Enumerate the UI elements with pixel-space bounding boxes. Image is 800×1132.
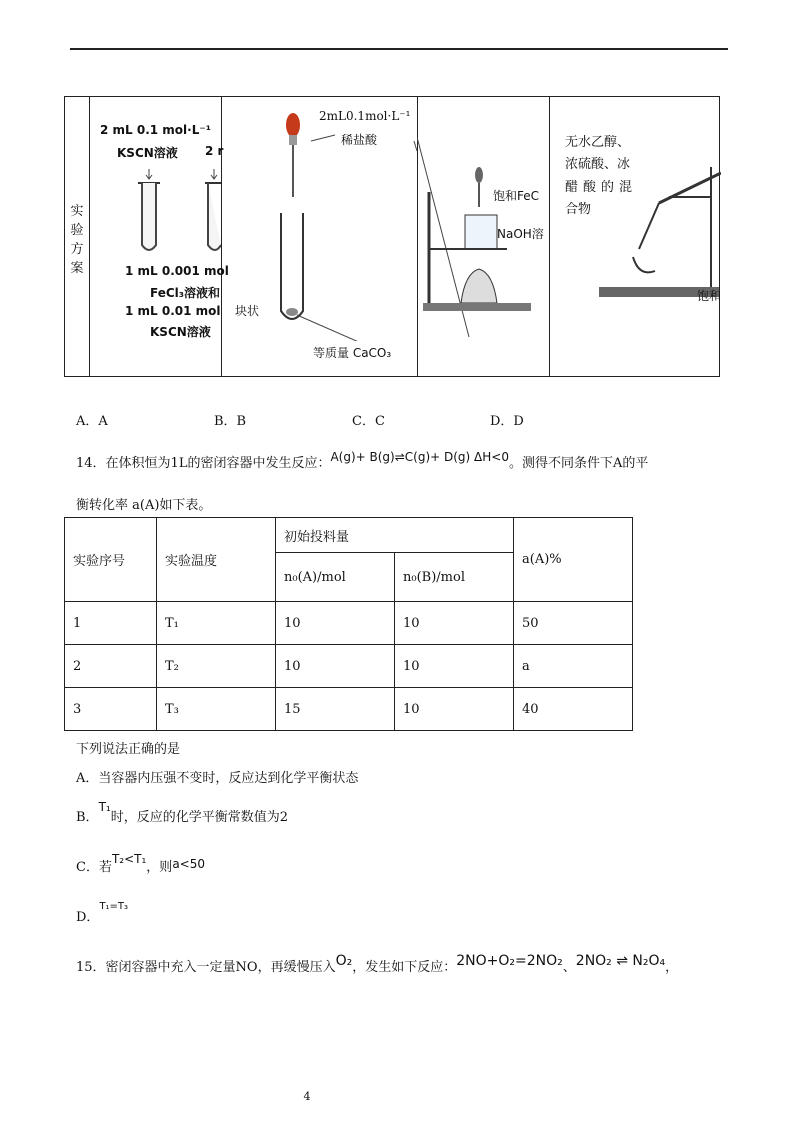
- panel-a-bottom-1: 1 mL 0.001 mol: [125, 264, 229, 278]
- q15-stem: 15．密闭容器中充入一定量NO，再缓慢压入O₂，发生如下反应：2NO+O₂=2NO₂、2NO₂ ⇌ N₂O₄，: [76, 953, 679, 975]
- esterification-apparatus-icon: [599, 157, 721, 302]
- q14-option-c[interactable]: C．若T₂<T₁，则a<50: [76, 852, 205, 875]
- q14-option-a[interactable]: A．当容器内压强不变时，反应达到化学平衡状态: [76, 771, 359, 786]
- choice-d[interactable]: D．D: [490, 414, 524, 429]
- panel-d-side: 饱和: [697, 289, 722, 303]
- panel-b-solid: 块状: [235, 304, 260, 318]
- table-row: 1 T₁ 10 10 50: [65, 602, 633, 645]
- q14-data-table: [64, 517, 633, 731]
- choice-a[interactable]: A．A: [76, 414, 108, 429]
- panel-c-side: NaOH溶: [497, 227, 544, 241]
- table-row: 3 T₃ 15 10 40: [65, 688, 633, 731]
- page-number: 4: [303, 1090, 311, 1103]
- panel-d-text-4: 合物: [565, 202, 592, 217]
- panel-b-acid-2: 稀盐酸: [341, 133, 378, 147]
- header-index: 实验序号: [65, 518, 157, 602]
- panel-b-acid-1: 2mL0.1mol·L⁻¹: [319, 109, 411, 123]
- panel-c-top: 饱和FeC: [493, 189, 540, 203]
- dropper-and-tube-icon: [271, 111, 417, 341]
- panel-a-reagent-2: KSCN溶液: [117, 146, 178, 160]
- choice-c[interactable]: C．C: [352, 414, 385, 429]
- table-row: 2 T₂ 10 10 a: [65, 645, 633, 688]
- header-conv: a(A)%: [514, 518, 633, 602]
- experiment-table: [64, 96, 720, 377]
- header-nB: n₀(B)/mol: [395, 553, 514, 602]
- header-feed: 初始投料量: [276, 518, 514, 553]
- header-temp: 实验温度: [157, 518, 276, 602]
- header-rule: [70, 48, 728, 50]
- row-label: 实验方案: [65, 97, 90, 376]
- panel-c: [417, 97, 550, 376]
- q14-stem: 14．在体积恒为1L的密闭容器中发生反应：A(g)+ B(g)⇌C(g)+ D(g) ΔH<0。测得不同条件下A的平: [76, 450, 649, 471]
- panel-d-text-1: 无水乙醇、: [565, 135, 631, 150]
- q14-prompt: 下列说法正确的是: [76, 742, 181, 757]
- choice-b[interactable]: B．B: [214, 414, 247, 429]
- panel-d-text-3: 醋酸的混: [565, 180, 638, 195]
- panel-b: [221, 97, 418, 376]
- q14-stem-line2: 衡转化率 a(A)如下表。: [76, 498, 212, 513]
- panel-d-text-2: 浓硫酸、冰: [565, 157, 631, 172]
- panel-a-bottom-2: FeCl₃溶液和: [150, 286, 221, 300]
- test-tubes-icon: [130, 169, 221, 259]
- q14-equation: A(g)+ B(g)⇌C(g)+ D(g) ΔH<0: [330, 450, 509, 464]
- panel-b-bottom: 等质量 CaCO₃: [313, 346, 392, 360]
- header-nA: n₀(A)/mol: [276, 553, 395, 602]
- panel-a-reagent-cut: 2 r: [205, 144, 224, 158]
- panel-a-bottom-4: KSCN溶液: [150, 325, 211, 339]
- panel-a-reagent-1: 2 mL 0.1 mol·L⁻¹: [100, 123, 211, 137]
- q14-option-d[interactable]: D．$^{T_1=T_3}$: [76, 901, 129, 925]
- q14-option-b[interactable]: B．T₁时，反应的化学平衡常数值为2: [76, 800, 288, 825]
- panel-d: [549, 97, 721, 376]
- panel-a-bottom-3: 1 mL 0.01 mol: [125, 304, 221, 318]
- panel-a: [90, 97, 229, 376]
